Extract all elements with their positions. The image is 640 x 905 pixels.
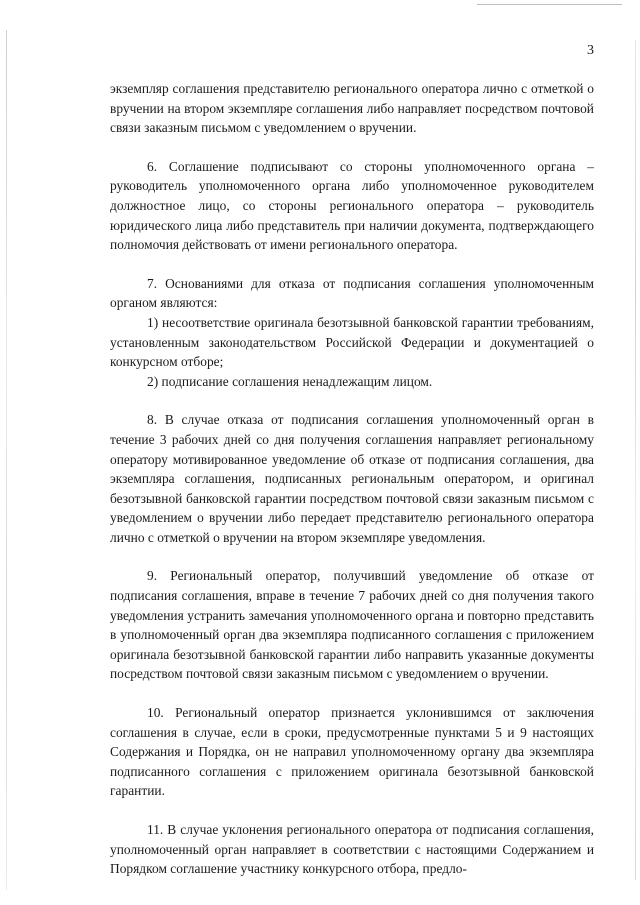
scan-edge-top	[477, 4, 622, 5]
paragraph-continuation: экземпляр соглашения представителю регионального оператора лично с отметкой о вручении на втором экземпляре соглашения либо направляет посредством почтовой связи заказным письмом с уведомлением о вручении.	[110, 81, 594, 136]
paragraph-6: 6. Соглашение подписывают со стороны уполномоченного органа – руководитель уполномоченного органа либо уполномоченное руководителем должностное лицо, со стороны регионального оператора – руководитель юридического лица либо представитель при наличии документа, подтверждающего полномочия действовать от имени регионального оператора.	[110, 158, 594, 253]
paragraph-11: 11. В случае уклонения регионального оператора от подписания соглашения, уполномоченный орган направляет в соответствии с настоящими Содержанием и Порядком соглашение участнику конкурсного отбора, предло-	[110, 822, 594, 877]
page-number: 3	[587, 43, 594, 58]
scan-edge-right	[635, 40, 636, 880]
scan-edge-left	[6, 30, 7, 890]
paragraph-9: 9. Региональный оператор, получивший уведомление об отказе от подписания соглашения, вправе в течение 7 рабочих дней со дня получения такого уведомления устранить замечания уполномоченного органа и повторно представить в уполномоченный орган два экземпляра подписанного соглашения с приложением оригинала безотзывной банковской гарантии либо направить указанные документы посредством почтовой связи заказным письмом с уведомлением о вручении.	[110, 568, 594, 682]
paragraph-7: 7. Основаниями для отказа от подписания соглашения уполномоченным органом являются:	[110, 275, 594, 311]
paragraph-7-item-1: 1) несоответствие оригинала безотзывной банковской гарантии требованиям, установленным законодательством Российской Федерации и документацией о конкурсном отборе;	[110, 314, 594, 370]
document-body	[110, 79, 594, 879]
paragraph-8: 8. В случае отказа от подписания соглашения уполномоченный орган в течение 3 рабочих дней со дня получения соглашения направляет региональному оператору мотивированное уведомление об отказе от подписания соглашения, два экземпляра соглашения, подписанных региональным оператором, и оригинал безотзывной банковской гарантии посредством почтовой связи заказным письмом с уведомлением о вручении либо передает представителю регионального оператора лично с отметкой о вручении на втором экземпляре уведомления.	[110, 412, 594, 545]
paragraph-10: 10. Региональный оператор признается уклонившимся от заключения соглашения в случае, если в сроки, предусмотренные пунктами 5 и 9 настоящих Содержания и Порядка, он не направил уполномоченному органу два экземпляра подписанного соглашения с приложением оригинала безотзывной банковской гарантии.	[110, 705, 594, 799]
paragraph-7-item-2: 2) подписание соглашения ненадлежащим лицом.	[147, 373, 433, 389]
